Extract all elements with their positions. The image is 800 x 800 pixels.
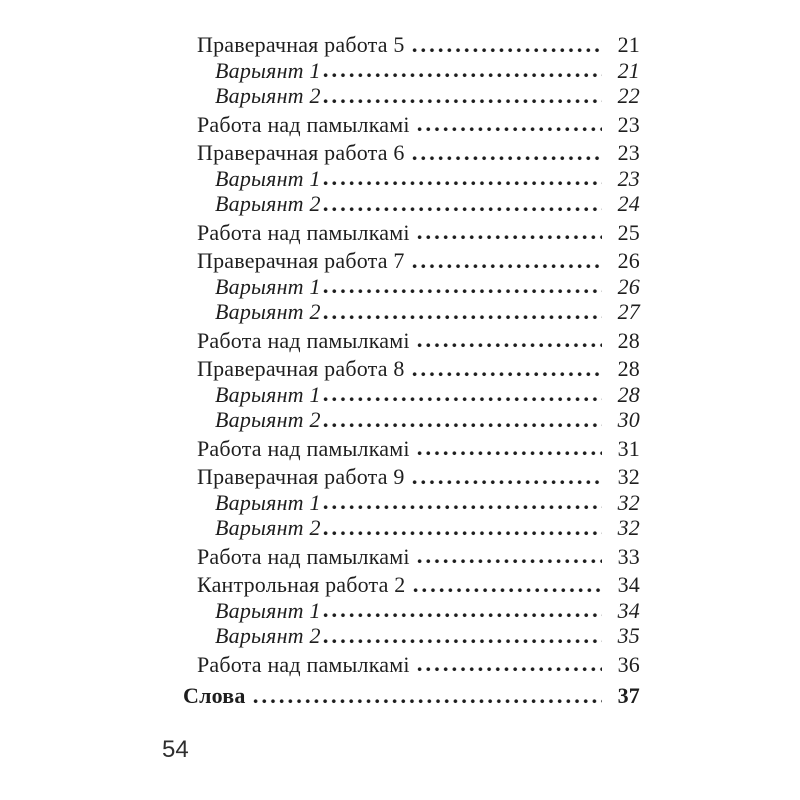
toc-entry-label: Работа над памылкамі	[197, 435, 410, 461]
toc-entry	[183, 220, 640, 246]
dot-leader	[412, 479, 602, 485]
toc-entry-label: Праверачная работа 8	[197, 356, 405, 381]
toc-entry-label: Варыянт 2	[215, 515, 321, 540]
dot-leader	[323, 504, 602, 510]
toc-entry-page: 26	[617, 248, 640, 273]
dot-leader	[323, 206, 602, 212]
toc-entry	[183, 140, 640, 166]
toc-entry-label: Праверачная работа 9	[197, 464, 405, 489]
toc-entry-page: 33	[617, 543, 640, 569]
toc-entry-label: Работа над памылкамі	[197, 327, 410, 353]
toc-entry-page: 21	[617, 32, 640, 57]
dot-leader	[417, 234, 602, 240]
toc-entry-label: Работа над памылкамі	[197, 111, 410, 137]
toc-entry-page: 24	[617, 191, 640, 216]
toc-entry-label: Работа над памылкамі	[197, 219, 410, 245]
toc-entry-page: 34	[617, 597, 640, 623]
toc-entry-page: 21	[617, 57, 640, 83]
toc-entry	[183, 572, 640, 598]
dot-leader	[323, 396, 602, 402]
toc-entry-label: Работа над памылкамі	[197, 651, 410, 677]
toc-entry-page: 31	[617, 435, 640, 461]
toc-entry-label: Праверачная работа 5	[197, 32, 405, 57]
dot-leader	[413, 587, 603, 593]
toc-entry	[183, 464, 640, 490]
toc-entry	[183, 515, 640, 541]
toc-entry-label: Варыянт 2	[215, 83, 321, 108]
dot-leader	[412, 47, 602, 53]
toc-entry	[183, 112, 640, 138]
toc-entry-page: 36	[617, 651, 640, 677]
dot-leader	[412, 155, 602, 161]
dot-leader	[323, 98, 602, 104]
toc-entry	[183, 299, 640, 325]
toc-entry-page: 37	[617, 683, 640, 708]
toc-entry-label: Кантрольная работа 2	[197, 572, 406, 597]
toc-entry-page: 25	[617, 219, 640, 245]
toc-entry-page: 30	[617, 407, 640, 432]
dot-leader	[323, 180, 602, 186]
dot-leader	[323, 314, 602, 320]
dot-leader	[417, 450, 602, 456]
toc-entry-label: Варыянт 1	[215, 489, 321, 515]
toc-entry	[183, 32, 640, 58]
toc-entry-label: Варыянт 1	[215, 57, 321, 83]
dot-leader	[417, 666, 602, 672]
toc-entry	[183, 356, 640, 382]
toc-entry-page: 28	[617, 356, 640, 381]
toc-entry-page: 27	[617, 299, 640, 324]
dot-leader	[417, 558, 602, 564]
toc-entry-label: Праверачная работа 7	[197, 248, 405, 273]
toc-entry-page: 32	[617, 515, 640, 540]
toc-entry	[183, 623, 640, 649]
toc-entry	[183, 58, 640, 84]
toc-entry	[183, 436, 640, 462]
toc-entry-page: 32	[617, 464, 640, 489]
toc-entry	[183, 382, 640, 408]
dot-leader	[323, 638, 602, 644]
toc-entry-label: Варыянт 2	[215, 191, 321, 216]
toc-entry	[183, 598, 640, 624]
toc-entry	[183, 166, 640, 192]
toc-entry-page: 22	[617, 83, 640, 108]
toc-entry-page: 32	[617, 489, 640, 515]
dot-leader	[412, 263, 602, 269]
toc-entry-label: Варыянт 1	[215, 165, 321, 191]
toc-entry-label: Варыянт 1	[215, 597, 321, 623]
dot-leader	[253, 698, 602, 704]
toc-entry-page: 28	[617, 327, 640, 353]
toc-entry-page: 23	[617, 165, 640, 191]
dot-leader	[412, 371, 602, 377]
toc-entry-page: 35	[617, 623, 640, 648]
toc-entry-page: 34	[617, 572, 640, 597]
toc-entry	[183, 83, 640, 109]
dot-leader	[323, 612, 602, 618]
table-of-contents	[183, 29, 640, 709]
toc-entry	[183, 328, 640, 354]
dot-leader	[417, 126, 602, 132]
dot-leader	[323, 422, 602, 428]
toc-entry-label: Работа над памылкамі	[197, 543, 410, 569]
toc-entry	[183, 544, 640, 570]
dot-leader	[323, 288, 602, 294]
toc-entry-label: Варыянт 1	[215, 273, 321, 299]
toc-entry-page: 28	[617, 381, 640, 407]
toc-entry	[183, 407, 640, 433]
toc-entry-label: Слова	[183, 683, 246, 708]
dot-leader	[417, 342, 602, 348]
toc-entry	[183, 274, 640, 300]
toc-entry-label: Варыянт 2	[215, 299, 321, 324]
dot-leader	[323, 530, 602, 536]
toc-entry	[183, 683, 640, 709]
toc-entry-label: Праверачная работа 6	[197, 140, 405, 165]
toc-entry-page: 23	[617, 111, 640, 137]
toc-entry-label: Варыянт 2	[215, 623, 321, 648]
toc-entry	[183, 191, 640, 217]
dot-leader	[323, 72, 602, 78]
toc-entry-label: Варыянт 2	[215, 407, 321, 432]
toc-entry-label: Варыянт 1	[215, 381, 321, 407]
page-number: 54	[162, 736, 189, 763]
toc-entry-page: 23	[617, 140, 640, 165]
toc-entry-page: 26	[617, 273, 640, 299]
toc-entry	[183, 652, 640, 678]
toc-entry	[183, 490, 640, 516]
toc-entry	[183, 248, 640, 274]
